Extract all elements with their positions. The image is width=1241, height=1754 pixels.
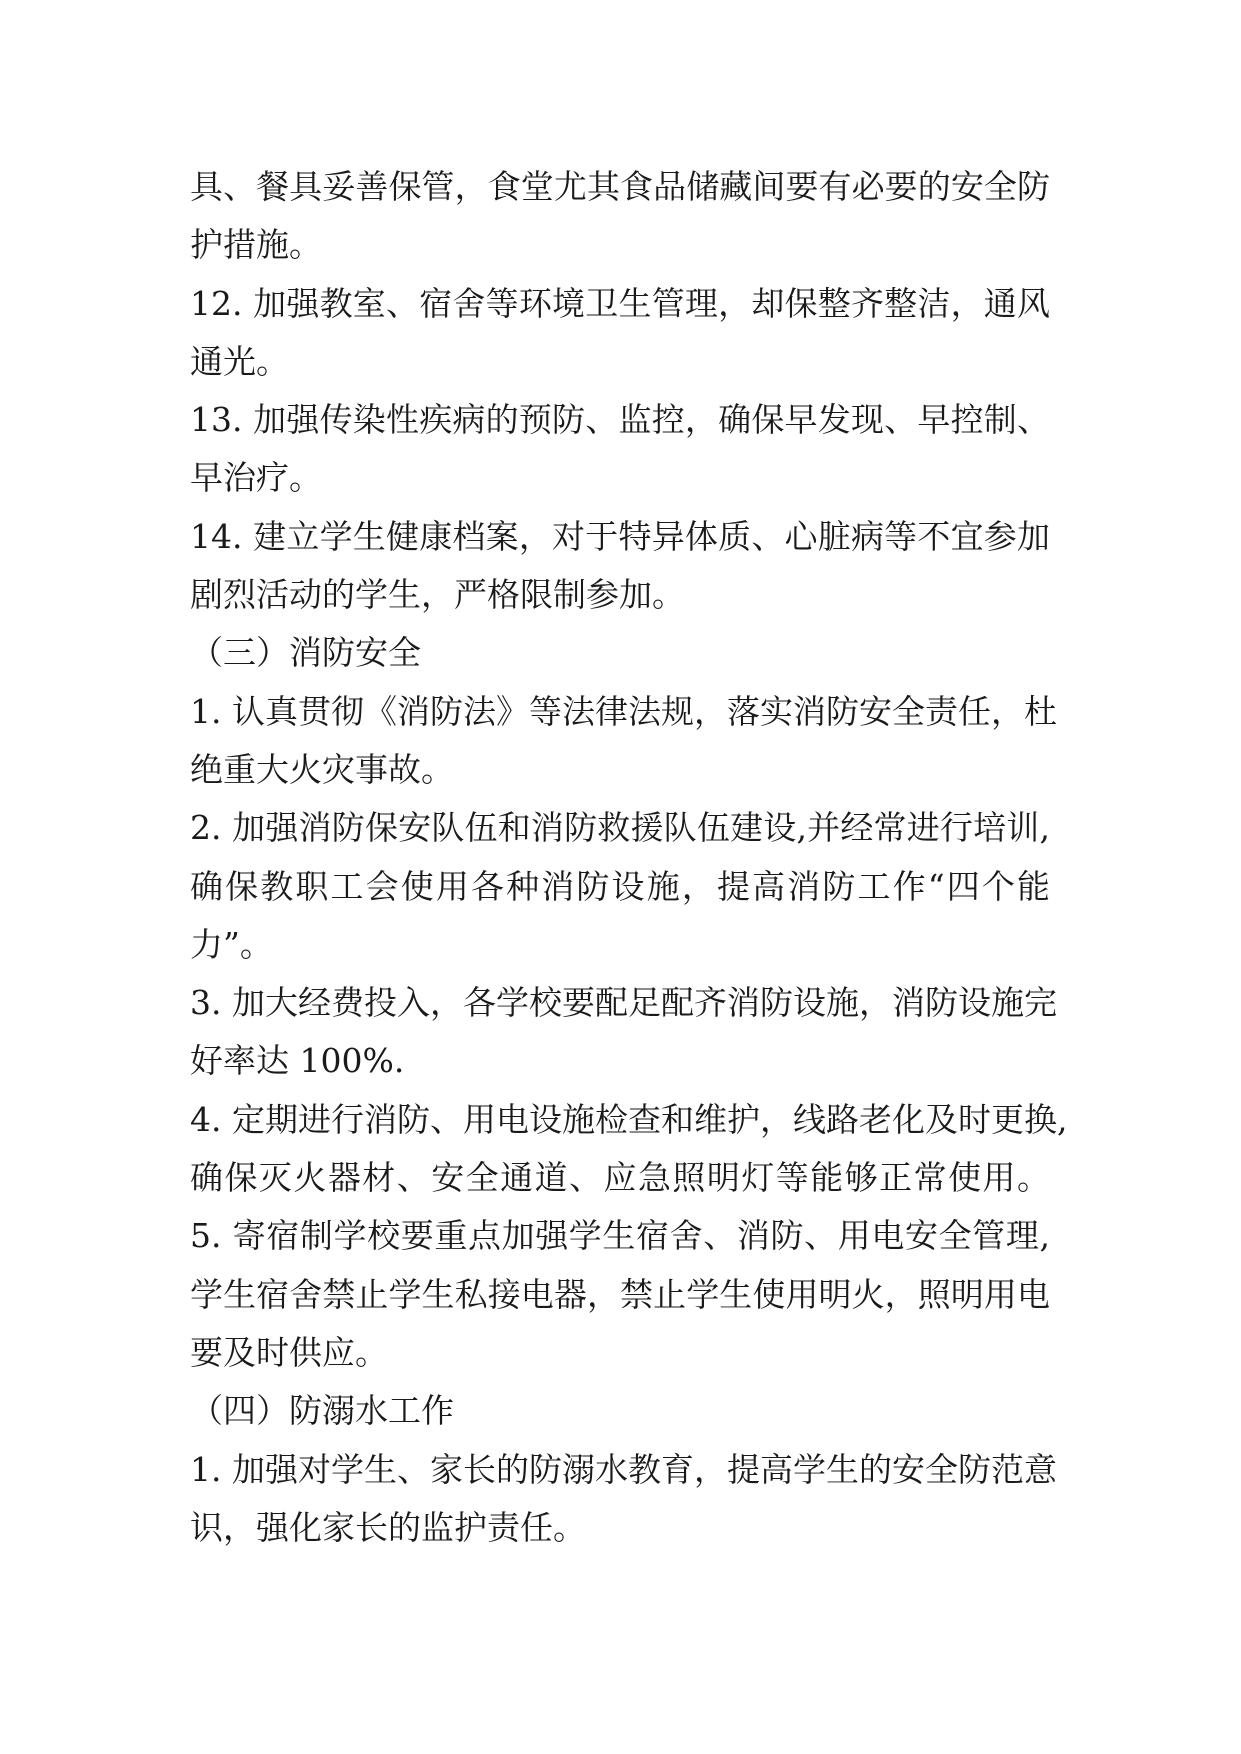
text-line: 要及时供应。: [190, 1332, 388, 1372]
text-line: 力”。: [190, 924, 273, 964]
text-line: 13. 加强传染性疾病的预防、监控，确保早发现、早控制、: [190, 400, 1050, 440]
text-line: 识，强化家长的监护责任。: [190, 1507, 586, 1547]
text-line: 5. 寄宿制学校要重点加强学生宿舍、消防、用电安全管理,: [190, 1216, 1050, 1256]
text-line: 早治疗。: [190, 458, 322, 498]
text-line: 绝重大火灾事故。: [190, 749, 454, 789]
section-heading: （三）消防安全: [190, 633, 421, 673]
text-line: 12. 加强教室、宿舍等环境卫生管理，却保整齐整洁，通风: [190, 283, 1050, 323]
text-line: 1. 认真贯彻《消防法》等法律法规，落实消防安全责任，杜: [190, 691, 1057, 731]
section-heading: （四）防溺水工作: [190, 1391, 454, 1431]
text-line: 3. 加大经费投入，各学校要配足配齐消防设施，消防设施完: [190, 983, 1057, 1023]
text-line: 2. 加强消防保安队伍和消防救援队伍建设,并经常进行培训,: [190, 808, 1050, 848]
document-body: [190, 158, 1068, 1557]
text-line: 确保灭火器材、安全通道、应急照明灯等能够正常使用。: [190, 1158, 1050, 1198]
text-line: 护措施。: [190, 225, 322, 265]
text-line: 1. 加强对学生、家长的防溺水教育，提高学生的安全防范意: [190, 1449, 1057, 1489]
text-line: 具、餐具妥善保管，食堂尤其食品储藏间要有必要的安全防: [190, 167, 1050, 206]
text-line: 14. 建立学生健康档案，对于特异体质、心脏病等不宜参加: [190, 516, 1050, 556]
text-line: 确保教职工会使用各种消防设施，提高消防工作“四个能: [190, 866, 1050, 906]
text-line: 4. 定期进行消防、用电设施检查和维护，线路老化及时更换,: [190, 1099, 1068, 1139]
text-line: 剧烈活动的学生，严格限制参加。: [190, 575, 685, 615]
text-line: 好率达 100%.: [190, 1041, 405, 1081]
text-line: 通光。: [190, 341, 289, 381]
text-line: 学生宿舍禁止学生私接电器，禁止学生使用明火，照明用电: [190, 1274, 1050, 1314]
